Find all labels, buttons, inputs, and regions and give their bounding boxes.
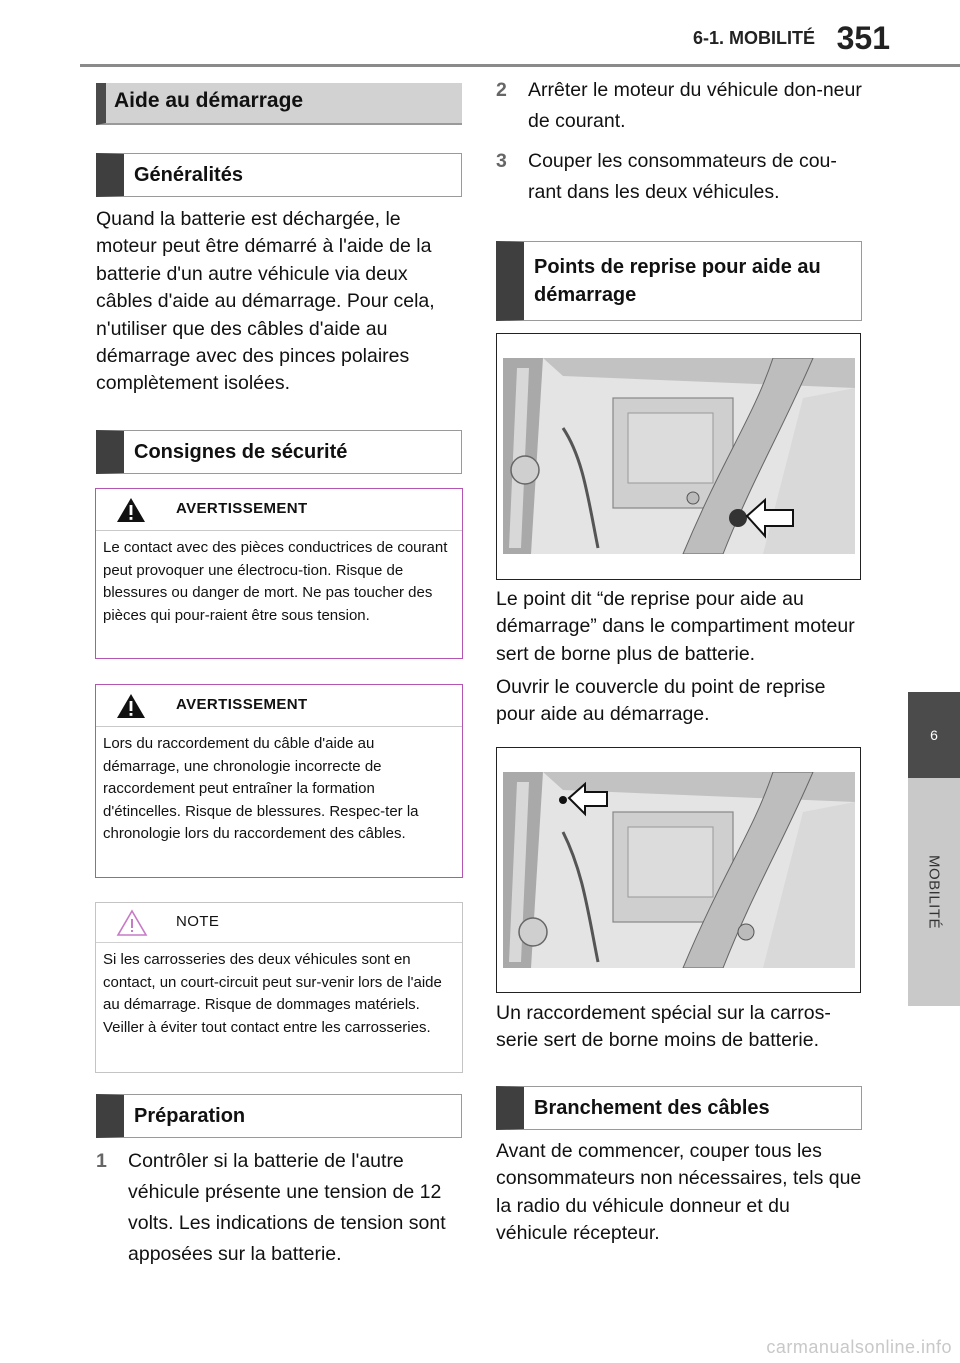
chapter-tab-label <box>908 778 960 1006</box>
warning-header-2 <box>96 685 462 727</box>
step-number: 2 <box>496 79 507 101</box>
warning-triangle-icon <box>116 693 146 719</box>
heading-consignes-text: Consignes de sécurité <box>134 440 348 463</box>
step-text: Contrôler si la batterie de l'autre véhicule présente une tension de 12 volts. Les indications de tension sont apposées sur la batterie. <box>128 1150 446 1265</box>
photo1-caption: Le point dit “de reprise pour aide au démarrage” dans le compartiment moteur sert de borne plus de batterie. <box>496 588 855 665</box>
section-title: 6-1. MOBILITÉ <box>692 28 815 48</box>
engine-compartment-image <box>503 358 855 554</box>
engine-compartment-image-2 <box>503 772 855 968</box>
warning-triangle-icon <box>116 497 146 523</box>
step-2 <box>496 75 862 137</box>
heading-generalites <box>96 153 462 197</box>
heading-preparation <box>96 1094 462 1138</box>
warning-title-2: AVERTISSEMENT <box>176 696 308 713</box>
photo1-caption-2: Ouvrir le couvercle du point de reprise pour aide au démarrage. <box>496 676 826 726</box>
heading-branchement-text: Branchement des câbles <box>534 1096 770 1119</box>
chapter-number: 6 <box>930 727 938 743</box>
header-rule <box>80 64 960 67</box>
page-number: 351 <box>836 20 890 56</box>
warning-text-2: Lors du raccordement du câble d'aide au démarrage, une chronologie incorrecte de raccordement peut entraîner la formation d'étincelles. Risque de blessures. Respec-ter la chronologie lors du raccordement des câbles. <box>103 735 419 843</box>
step-3 <box>496 146 862 208</box>
heading-preparation-text: Préparation <box>134 1104 246 1127</box>
heading-branchement <box>496 1086 862 1130</box>
step-text: Arrêter le moteur du véhicule don-neur de courant. <box>528 79 862 132</box>
heading-points-reprise <box>496 241 862 321</box>
warning-box-2 <box>95 684 463 878</box>
warning-text-1: Le contact avec des pièces conductrices de courant peut provoquer une électrocu-tion. Risque de blessures ou danger de mort. Ne pas toucher des pièces qui pour-raient être sous tension. <box>103 539 448 624</box>
warning-box-1 <box>95 488 463 659</box>
chapter-label: MOBILITÉ <box>925 854 943 930</box>
main-heading: Aide au démarrage <box>96 83 462 125</box>
photo2-caption: Un raccordement spécial sur la carros-serie sert de borne moins de batterie. <box>496 1002 831 1052</box>
warning-header-1 <box>96 489 462 531</box>
generalites-paragraph: Quand la batterie est déchargée, le moteur peut être démarré à l'aide de la batterie d'un autre véhicule via deux câbles d'aide au démarrage. Pour cela, n'utiliser que des câbles d'aide au démarrage avec des pinces polaires complètement isolées. <box>96 208 435 395</box>
watermark: carmanualsonline.info <box>766 1337 952 1357</box>
note-title: NOTE <box>176 913 220 930</box>
step-number: 3 <box>496 150 507 172</box>
heading-points-reprise-text: Points de reprise pour aide au démarrage <box>534 256 821 306</box>
chapter-tab-number <box>908 692 960 778</box>
note-text: Si les carrosseries des deux véhicules sont en contact, un court-circuit peut sur-venir lors de l'aide au démarrage. Risque de dommages matériels. Veiller à éviter tout contact entre les carrosseries. <box>103 951 442 1036</box>
step-text: Couper les consommateurs de cou-rant dans les deux véhicules. <box>528 150 837 203</box>
branchement-paragraph: Avant de commencer, couper tous les consommateurs non nécessaires, tels que la radio du véhicule donneur et du véhicule récepteur. <box>496 1140 862 1245</box>
heading-consignes <box>96 430 462 474</box>
note-header <box>96 903 462 943</box>
caution-triangle-icon <box>116 909 148 937</box>
heading-generalites-text: Généralités <box>134 163 243 186</box>
note-box <box>95 902 463 1073</box>
step-1 <box>96 1146 462 1270</box>
warning-title-1: AVERTISSEMENT <box>176 500 308 517</box>
engine-photo-negative-terminal <box>496 747 861 993</box>
page-header <box>0 0 960 70</box>
engine-photo-positive-terminal <box>496 333 861 580</box>
step-number: 1 <box>96 1150 107 1172</box>
